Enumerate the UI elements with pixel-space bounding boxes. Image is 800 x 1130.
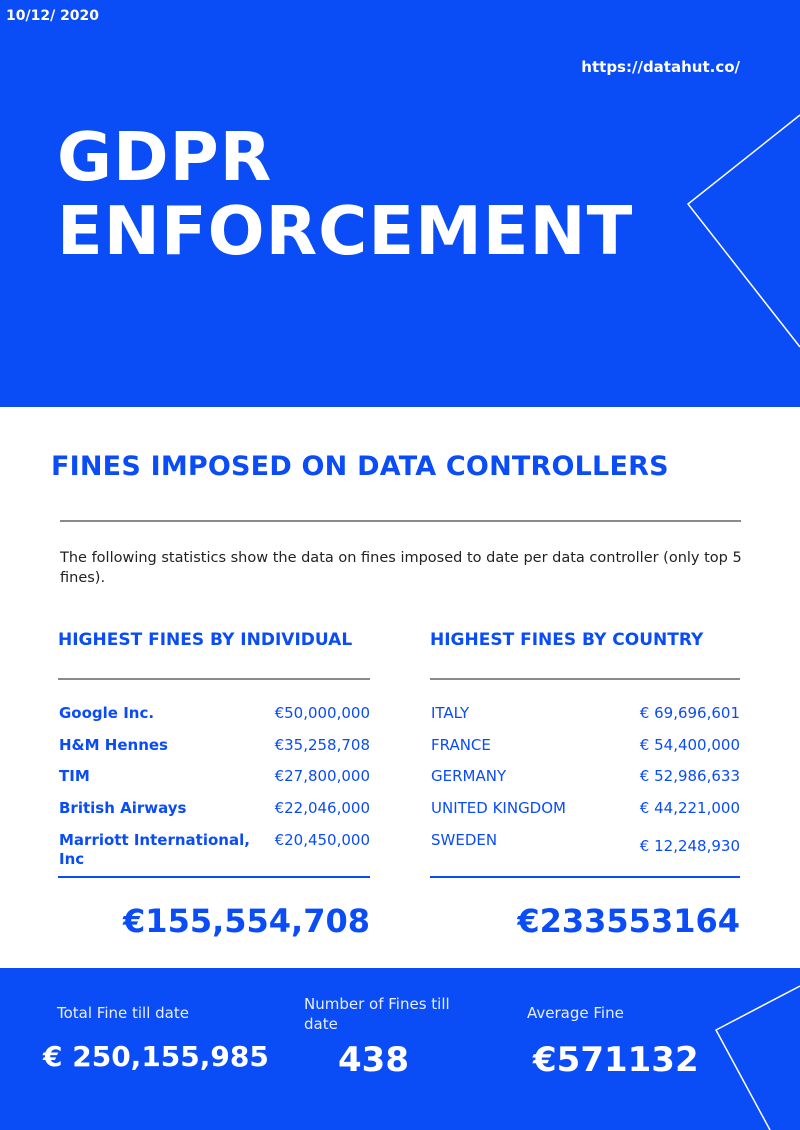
individual-divider (58, 678, 370, 680)
individual-name: British Airways (59, 799, 187, 817)
country-name: GERMANY (431, 767, 507, 785)
individual-amount: €50,000,000 (274, 704, 370, 722)
individual-heading: HIGHEST FINES BY INDIVIDUAL (58, 630, 353, 650)
individual-name: Marriott International, Inc (59, 831, 250, 868)
title-line-1: GDPR (57, 118, 273, 196)
individual-name: H&M Hennes (59, 736, 168, 754)
section-heading: FINES IMPOSED ON DATA CONTROLLERS (51, 451, 669, 482)
average-fine-label: Average Fine (527, 1004, 624, 1022)
country-amount: € 44,221,000 (639, 799, 740, 817)
summary-footer (0, 968, 800, 1130)
individual-name: Google Inc. (59, 704, 155, 722)
page-title (57, 120, 633, 268)
intro-paragraph: The following statistics show the data on fines imposed to date per data controller (only top 5 fines). (60, 550, 742, 586)
country-name: ITALY (431, 704, 470, 722)
fine-count-label: Number of Fines till date (304, 995, 450, 1033)
individual-amount: €20,450,000 (274, 831, 370, 849)
country-total-divider (430, 876, 740, 878)
country-amount: € 52,986,633 (639, 767, 740, 785)
individual-amount: €35,258,708 (274, 736, 370, 754)
decorative-triangle-lines (700, 968, 800, 1130)
country-name: SWEDEN (431, 831, 498, 849)
country-amount: € 12,248,930 (639, 837, 740, 855)
country-amount: € 69,696,601 (639, 704, 740, 722)
total-fine-value: € 250,155,985 (43, 1040, 269, 1073)
individual-amount: €27,800,000 (274, 767, 370, 785)
total-fine-label: Total Fine till date (57, 1004, 189, 1022)
individual-total-divider (58, 876, 370, 878)
fine-count-value: 438 (338, 1040, 409, 1080)
country-name: FRANCE (431, 736, 491, 754)
title-line-2: ENFORCEMENT (57, 192, 634, 270)
fines-by-country (430, 630, 740, 940)
header-banner (0, 0, 800, 407)
individual-name: TIM (59, 767, 90, 785)
average-fine-value: €571132 (533, 1040, 699, 1080)
individual-total: €155,554,708 (123, 902, 370, 940)
country-total: €233553164 (517, 902, 740, 940)
site-url-link[interactable]: https://datahut.co/ (581, 58, 740, 76)
country-divider (430, 678, 740, 680)
section-divider (60, 520, 741, 522)
individual-amount: €22,046,000 (274, 799, 370, 817)
country-heading: HIGHEST FINES BY COUNTRY (430, 630, 704, 650)
report-date: 10/12/ 2020 (6, 8, 100, 24)
decorative-triangle-lines (680, 100, 800, 360)
fines-by-individual (58, 630, 370, 940)
country-name: UNITED KINGDOM (431, 799, 566, 817)
country-amount: € 54,400,000 (639, 736, 740, 754)
